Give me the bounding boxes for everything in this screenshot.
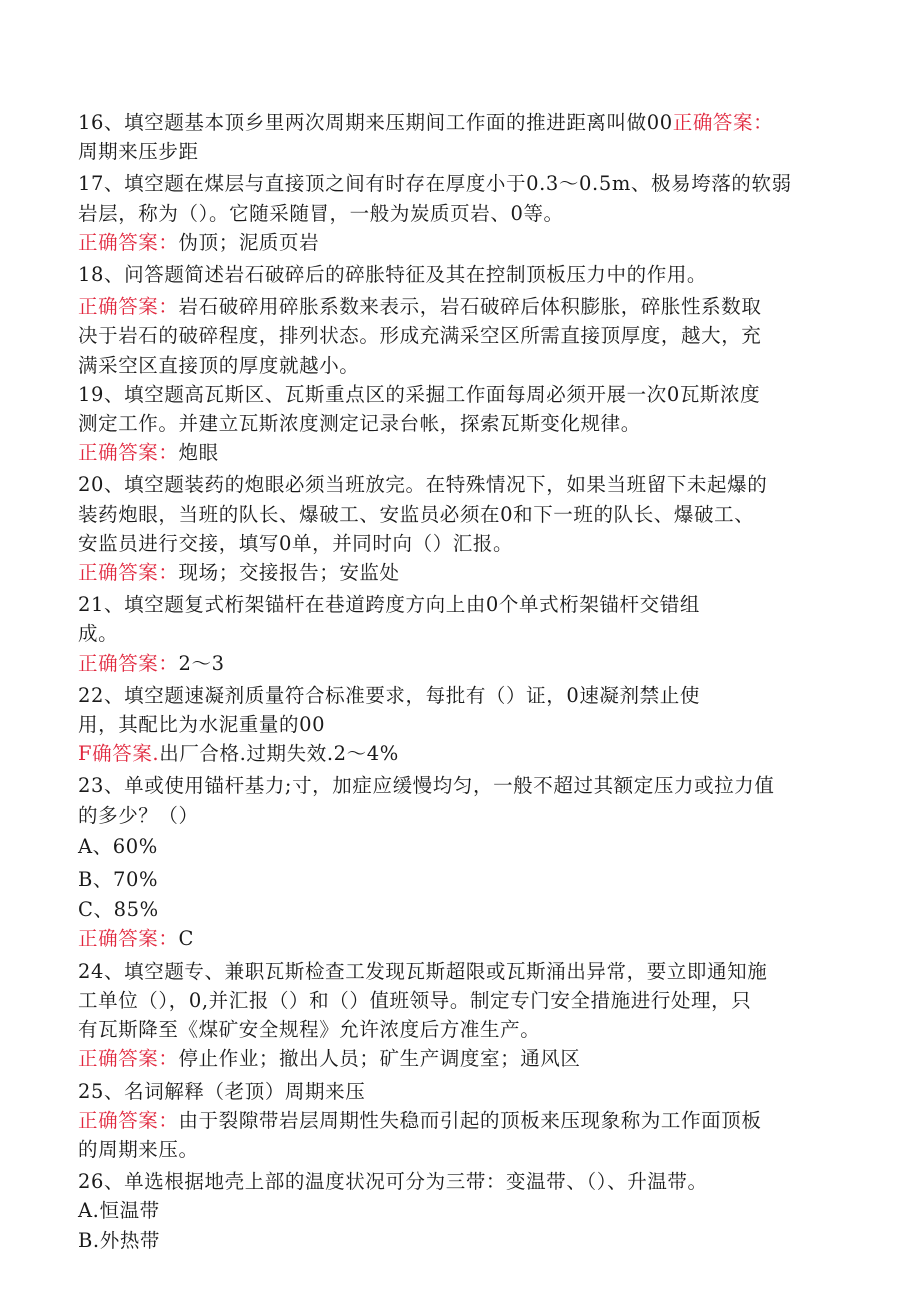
- document-page: [78, 108, 838, 1255]
- answer-label: 正确答案：: [78, 1047, 179, 1071]
- answer-label: 正确答案：: [78, 651, 179, 675]
- answer-text: 伪顶；泥质页岩: [178, 230, 320, 254]
- option-a: A.恒温带: [78, 1199, 160, 1223]
- answer-text: 2～3: [178, 651, 225, 675]
- option-b: B.外热带: [78, 1228, 161, 1252]
- answer-18-line-2: 决于岩石的破碎程度，排列状态。形成充满采空区所需直接顶厚度，越大，充: [78, 324, 762, 348]
- answer-label: 正确答案：: [78, 441, 179, 465]
- answer-text: 炮眼: [178, 441, 219, 465]
- question-20-line-2: 装药炮眼，当班的队长、爆破工、安监员必须在0和下一班的队长、爆破工、: [78, 502, 755, 526]
- answer-text: 由于裂隙带岩层周期性失稳而引起的顶板来压现象称为工作面顶板: [178, 1108, 762, 1132]
- question-17-line-2: 岩层，称为（）。它随采随冒，一般为炭质页岩、0等。: [78, 201, 564, 225]
- question-22-line-1: 22、填空题速凝剂质量符合标准要求，每批有（）证，0速凝剂禁止使: [78, 683, 700, 707]
- question-16: [78, 108, 838, 137]
- answer-18-line-1: [78, 292, 838, 321]
- answer-label: 正确答案：: [78, 230, 179, 254]
- option-b: B、70%: [78, 868, 159, 892]
- answer-23: [78, 924, 838, 953]
- question-21-line-1: 21、填空题复式桁架锚杆在巷道跨度方向上由0个单式桁架锚杆交错组: [78, 593, 700, 617]
- option-c: C、85%: [78, 898, 159, 922]
- answer-text: C: [178, 927, 195, 951]
- answer-label: 正确答案：: [672, 111, 774, 134]
- question-21-line-2: 成。: [78, 622, 119, 646]
- answer-label: 正确答案：: [78, 561, 179, 585]
- answer-17: [78, 228, 838, 257]
- question-18: 18、问答题简述岩石破碎后的碎胀特征及其在控制顶板压力中的作用。: [78, 263, 708, 287]
- answer-label: 正确答案：: [78, 1108, 179, 1132]
- answer-22: [78, 739, 838, 768]
- question-24-line-2: 工单位（），0,并汇报（）和（）值班领导。制定专门安全措施进行处理，只: [78, 988, 752, 1012]
- answer-19: [78, 438, 838, 467]
- question-19-line-2: 测定工作。并建立瓦斯浓度测定记录台帐，探索瓦斯变化规律。: [78, 412, 641, 436]
- answer-18-line-3: 满采空区直接顶的厚度就越小。: [78, 353, 360, 377]
- answer-24: [78, 1044, 838, 1073]
- answer-text: 出厂合格.过期失效.2～4%: [159, 742, 399, 766]
- question-23-line-1: 23、单或使用锚杆基力;寸，加症应缓慢均匀，一般不超过其额定压力或拉力值: [78, 774, 775, 798]
- question-23-line-2: 的多少？（）: [78, 803, 199, 827]
- question-17-line-1: 17、填空题在煤层与直接顶之间有时存在厚度小于0.3～0.5m、极易垮落的软弱: [78, 172, 792, 196]
- question-24-line-3: 有瓦斯降至《煤矿安全规程》允许浓度后方准生产。: [78, 1018, 541, 1042]
- question-20-line-1: 20、填空题装药的炮眼必须当班放完。在特殊情况下，如果当班留下未起爆的: [78, 473, 768, 497]
- answer-label: F确答案.: [78, 742, 160, 766]
- answer-text: 现场；交接报告；安监处: [178, 561, 400, 585]
- answer-25-line-1: [78, 1106, 838, 1135]
- answer-text: 岩石破碎用碎胀系数来表示，岩石破碎后体积膨胀，碎胀性系数取: [178, 295, 762, 319]
- answer-text: 停止作业；撤出人员；矿生产调度室；通风区: [178, 1047, 581, 1071]
- answer-21: [78, 649, 838, 678]
- answer-label: 正确答案：: [78, 295, 179, 319]
- question-25: 25、名词解释（老顶）周期来压: [78, 1079, 366, 1103]
- question-22-line-2: 用，其配比为水泥重量的00: [78, 713, 326, 737]
- question-24-line-1: 24、填空题专、兼职瓦斯检查工发现瓦斯超限或瓦斯涌出异常，要立即通知施: [78, 959, 768, 983]
- question-text: 16、填空题基本顶乡里两次周期来压期间工作面的推进距离叫做00: [78, 111, 673, 134]
- answer-20: [78, 558, 838, 587]
- answer-label: 正确答案：: [78, 927, 179, 951]
- question-20-line-3: 安监员进行交接，填写0单，并同时向（）汇报。: [78, 531, 514, 555]
- option-a: A、60%: [78, 834, 158, 858]
- answer-25-line-2: 的周期来压。: [78, 1137, 199, 1161]
- question-19-line-1: 19、填空题高瓦斯区、瓦斯重点区的采掘工作面每周必须开展一次0瓦斯浓度: [78, 382, 761, 406]
- answer-16: 周期来压步距: [78, 140, 199, 164]
- question-26: 26、单选根据地壳上部的温度状况可分为三带：变温带、（）、升温带。: [78, 1170, 708, 1194]
